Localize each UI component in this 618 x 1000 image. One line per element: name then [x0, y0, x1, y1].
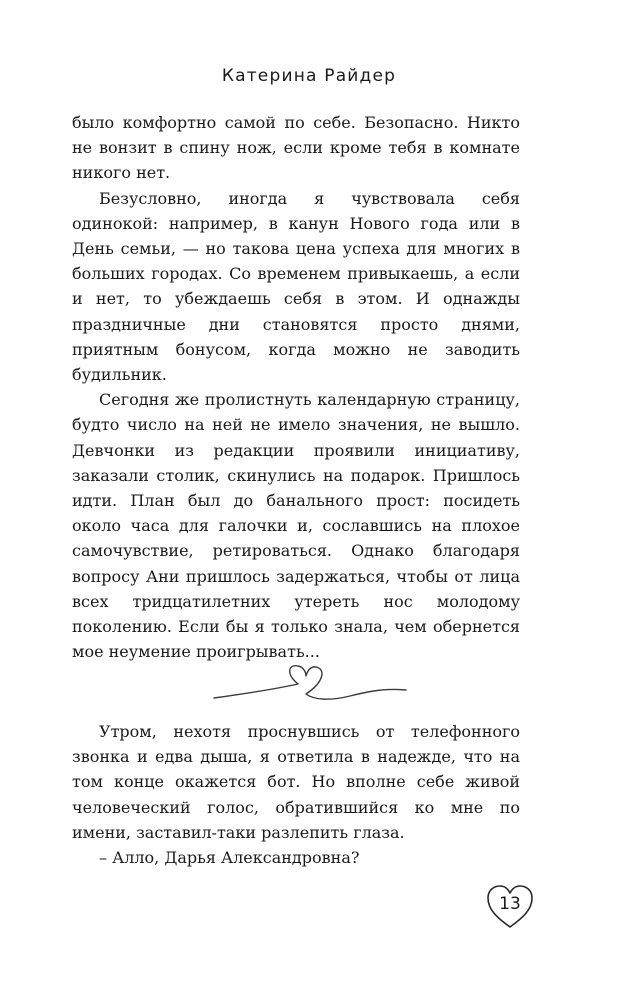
dialogue-line: – Алло, Дарья Александровна?: [99, 848, 360, 868]
page-number: 13: [499, 894, 521, 914]
heart-swirl-divider-icon: [210, 660, 410, 708]
running-head-author: Катерина Райдер: [221, 66, 397, 86]
paragraph: Сегодня же пролистнуть календарную страницу, будто число на ней не имело значения, не вышло. Девчонки из редакции проявили инициативу, заказали столик, скинулись на подарок. Пришлось идти. План был до банального прост: посидеть около часа для галочки и, сославшись на плохое самочувствие, ретироваться. Однако благодаря вопросу Ани пришлось задержаться, чтобы от лица всех тридцатилетних утереть нос молодому поколению. Если бы я только знала, чем обернется мое неумение проигрывать...: [72, 390, 520, 662]
paragraph: Утром, нехотя проснувшись от телефонного звонка и едва дыша, я ответила в надежде, что на том конце окажется бот. Но вполне себе живой человеческий голос, обратившийся ко мне по имени, заставил-таки разлепить глаза.: [72, 722, 520, 842]
body-text-top: [72, 110, 520, 664]
page-number-badge: [486, 884, 534, 930]
paragraph: было комфортно самой по себе. Безопасно. Никто не вонзит в спину нож, если кроме тебя в комнате никого нет.: [72, 113, 520, 183]
body-text-bottom: [72, 719, 520, 870]
paragraph: Безусловно, иногда я чувствовала себя одинокой: например, в канун Нового года или в День семьи, — но такова цена успеха для многих в больших городах. Со временем привыкаешь, а если и нет, то убеждаешь себя в этом. И однажды праздничные дни становятся просто днями, приятным бонусом, когда можно не заводить будильник.: [72, 188, 520, 385]
